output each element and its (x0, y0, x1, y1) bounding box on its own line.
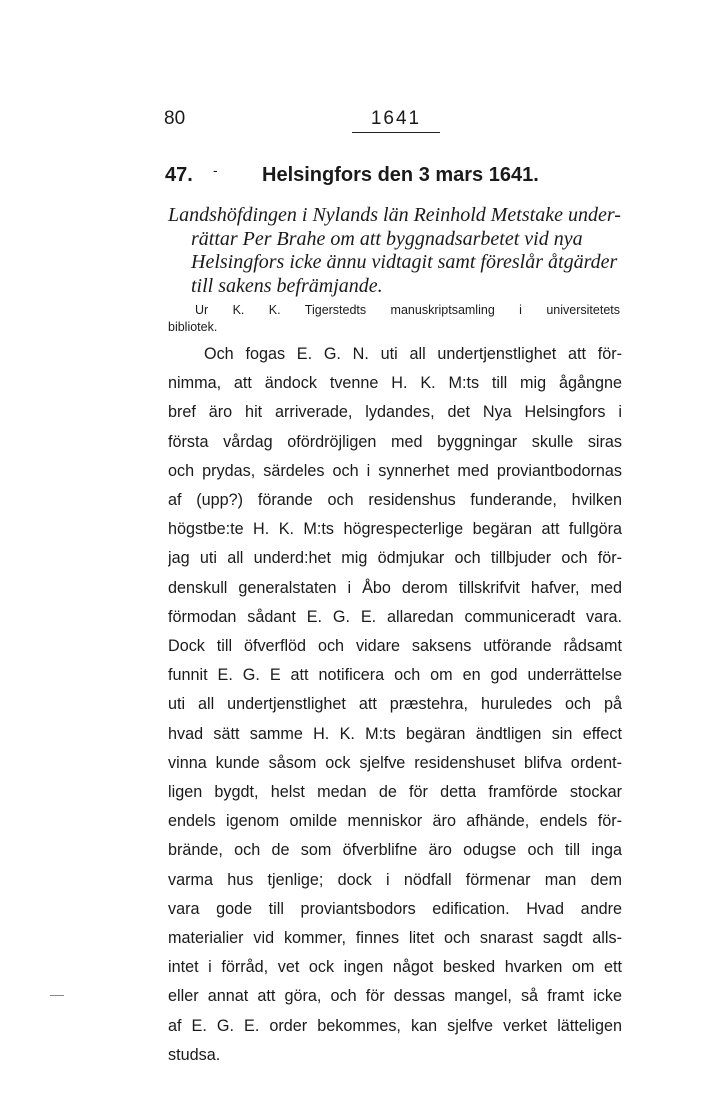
body-line: hvad sätt samme H. K. M:ts begäran ändtligen sin effect (168, 724, 622, 743)
body-line: Dock till öfverflöd och vidare saksens utförande rådsamt (168, 637, 622, 656)
body-line: uti all undertjenstlighet att præstehra, huruledes och på (168, 695, 622, 714)
body-line: ligen bygdt, helst medan de för detta framförde stockar (168, 783, 622, 802)
body-line: varma hus tjenlige; dock i nödfall förmenar man dem (168, 870, 622, 889)
document-summary (168, 204, 624, 298)
document-number-dash: - (213, 162, 218, 178)
body-line: nimma, att ändock tvenne H. K. M:ts till mig ågångne (168, 374, 622, 393)
margin-mark (50, 995, 64, 996)
body-line: förmodan sådant E. G. E. allaredan communiceradt vara. (168, 607, 622, 626)
running-header-year: 1641 (352, 108, 440, 133)
source-note (168, 302, 620, 336)
body-line: vara gode till proviantsbodors edification. Hvad andre (168, 899, 622, 918)
summary-line: till sakens befrämjande. (191, 274, 383, 297)
source-line: Ur K. K. Tigerstedts manuskriptsamling i universitetets (195, 303, 620, 317)
summary-line: Helsingfors icke ännu vidtagit samt föreslår åtgärder (191, 251, 618, 273)
body-line: studsa. (168, 1045, 221, 1064)
body-line: bref äro hit arriverade, lydandes, det Nya Helsingfors i (168, 403, 622, 422)
body-line: af (upp?) förande och residenshus funderande, hvilken (168, 491, 622, 510)
body-line: och prydas, särdeles och i synnerhet med proviantbodornas (168, 461, 622, 480)
source-line: bibliotek. (168, 320, 218, 334)
body-line: brände, och de som öfverblifne äro odugse och till inga (168, 841, 622, 860)
body-line: jag uti all underd:het mig ödmjukar och tillbjuder och för- (168, 549, 622, 568)
body-line: Och fogas E. G. N. uti all undertjenstlighet att för- (204, 345, 622, 363)
document-heading: Helsingfors den 3 mars 1641. (262, 164, 539, 186)
summary-line: rättar Per Brahe om att byggnadsarbetet vid nya (191, 227, 583, 250)
body-line: materialier vid kommer, finnes litet och snarast sagdt alls- (168, 929, 622, 948)
body-line: af E. G. E. order bekommes, kan sjelfve verket lätteligen (168, 1016, 622, 1035)
body-line: första vårdag ofördröjligen med byggningar skulle siras (168, 432, 622, 451)
document-number: 47. (165, 164, 193, 186)
letter-body (168, 340, 622, 1070)
body-line: intet i förråd, vet ock ingen något besked hvarken om ett (168, 958, 622, 977)
body-line: högstbe:te H. K. M:ts högrespecterlige begäran att fullgöra (168, 520, 622, 539)
body-line: endels igenom omilde menniskor äro afhände, endels för- (168, 812, 622, 831)
summary-line: Landshöfdingen i Nylands län Reinhold Metstake under- (168, 204, 621, 226)
body-line: vinna kunde såsom ock sjelfve residenshuset blifva ordent- (168, 753, 622, 772)
page-number: 80 (164, 108, 186, 129)
body-line: denskull generalstaten i Åbo derom tillskrifvit hafver, med (168, 578, 622, 597)
body-line: eller annat att göra, och för dessas mangel, så framt icke (168, 987, 622, 1006)
body-line: funnit E. G. E att notificera och om en god underrättelse (168, 666, 622, 685)
